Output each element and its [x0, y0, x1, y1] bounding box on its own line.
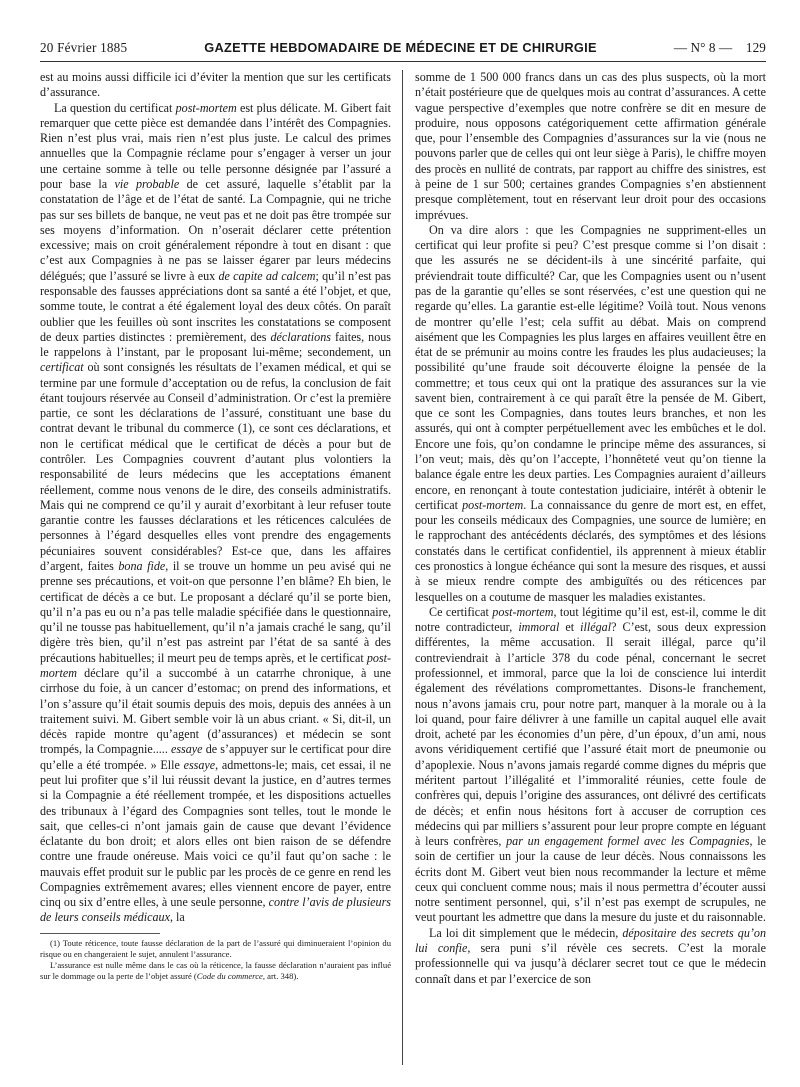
- italic-text: post-mortem: [462, 497, 524, 512]
- paragraph: [415, 70, 766, 223]
- italic-text: de capite ad calcem: [218, 268, 316, 283]
- italic-text: par un engagement formel avec les Compagnies: [506, 834, 750, 849]
- text-run: et: [559, 620, 581, 635]
- italic-text: certificat: [40, 360, 84, 375]
- italic-text: essaye: [183, 757, 216, 772]
- italic-text: déclarations: [270, 329, 331, 344]
- issue-number: — N° 8 —: [673, 40, 733, 55]
- italic-text: post-mortem: [40, 650, 392, 680]
- text-run: , admettons-le; mais, cet essai, il ne peut lui profiter que s’il lui réussit devant la justice, en d’autres termes si la Compagnie a été réellement trompée, et les dispositions actuelles des tribunaux à l’égard des Compagnies sont telles, tout le monde le sait, que celles-ci n’ont jamais gain de cause que devant l’évidence éclatante du bon droit; et alors elles ont bien raison de se défendre contre une fraude onéreuse. Mais voici ce qu’il faut qu’on sache : le mauvais effet produit sur le public par les procès de ce genre en rend les Compagnies extrêmement avares; elles viennent encore de payer, entre cinq ou six d’entre elles, à une seule personne,: [40, 757, 392, 910]
- text-run: où sont consignés les résultats de l’examen médical, et qui se termine par une formule d’acceptation ou de refus, la conclusion de fait étant toujours réservée au Conseil d’administration. Or c’est la première partie, ce sont les déclarations de l’assuré, constituant une base du contrat devant le tribunal du commerce (1), ce sont ces déclarations, et non le certificat médical que le certificat de décès a pour but de contrôler. Les Compagnies couvrent d’autant plus volontiers la responsabilité de leurs médecins que les acceptations émanent réellement, comme nous venons de le dire, des conseils administratifs. Mais qui ne comprend ce qu’il y aurait d’exorbitant à leur refuser toute garantie contre les fausses déclarations et les réticences calculées de personnes à l’égard desquelles elles vont prendre des engagements pécuniaires souvent considérables? Est-ce que, dans les affaires d’argent, faites: [40, 360, 392, 573]
- paragraph: [415, 223, 766, 605]
- left-column-text: [40, 70, 391, 926]
- text-run: , tout légitime qu’il est, est-il, comme le dit notre contradicteur,: [415, 604, 767, 635]
- italic-text: post-mortem: [492, 604, 554, 619]
- column-divider: [402, 70, 403, 1065]
- paragraph: [40, 70, 391, 101]
- article-columns: [40, 70, 766, 1065]
- text-run: L’assurance est nulle même dans le cas où la réticence, la fausse déclaration n’auraient pas influé sur le dommage ou la perte de l’objet assuré (: [40, 959, 392, 981]
- text-run: , la: [169, 910, 185, 925]
- text-run: déclare qu’il a succombé à un catarrhe chronique, à une cirrhose du foie, à un cancer d’estomac; on prend des informations, et l’on s’assure qu’il était soumis depuis des mois, depuis des années à un traitement suivi. M. Gibert semble voir là un abus criant. « Si, dit-il, un décès rapide montre qu’agent (d’assurances) et médecin se sont trompés, la Compagnie.....: [40, 665, 392, 757]
- text-run: , art. 348).: [262, 970, 299, 981]
- italic-text: bona fide: [118, 559, 166, 573]
- text-run: La loi dit simplement que le médecin,: [429, 925, 623, 940]
- page-number: 129: [745, 40, 766, 55]
- text-run: . La connaissance du genre de mort est, en effet, pour les conseils médicaux des Compagnies, une source de lumière; en le rapprochant des antécédents déclarés, des symptômes et des lésions constatés dans le certificat confidentiel, ils apprennent à mieux établir ces pronostics à longue échéance qui sont la mesure des risques, et aussi à se mieux rendre compte des ambiguïtés ou des réticences par lesquelles on a coutume de masquer les maladies existantes.: [415, 497, 767, 604]
- journal-title: GAZETTE HEBDOMADAIRE DE MÉDECINE ET DE CHIRURGIE: [204, 40, 597, 55]
- text-run: somme de 1 500 000 francs dans un cas des plus suspects, où la mort n’était postérieure que de quelques mois au contrat d’assurances. A cette vague perspective d’exemples que notre confrère se dit en mesure de produire, nous opposons catégoriquement cette affirmation générale que, pour l’ensemble des Compagnies d’assurances sur la vie (nous ne pouvons parler que de celles qui ont leur siège à Paris), le chiffre moyen des procès en nullité de contrats, par rapport au chiffre des sinistres, est à peine de 1 sur 500; certaines grandes Compagnies s’en abstiennent presque complètement, tout en réservant leur droit pour des occasions imprévues.: [415, 70, 767, 222]
- italic-text: vie probable: [114, 176, 180, 191]
- text-run: ? C’est, sous deux expression différentes, la même accusation. Il serait illégal, parce qu’il contreviendrait à l’article 378 du code pénal, concernant le secret professionnel, et immoral, parce que la loi de conscience lui interdit également des révélations compromettantes. Disons-le franchement, nous n’avons jamais cru, pour notre part, manquer à la morale ou à la loi quand, pour faire délivrer à une famille un capital auquel elle avait droit, acheté par les économies d’un père, d’un époux, d’un ami, nous avons véridiquement certifié que l’assuré était mort de pneumonie ou d’apoplexie. Nous n’avons jamais regardé comme dignes du mépris que méritent partout l’illégalité et l’immoralité réunies, cette foule de confrères qui, depuis l’origine des assurances, ont délivré des certificats de décès; et enfin nous hésitons fort à accuser de corruption ces médecins qui par milliers s’assurent pour leur propre compte en léguant à leurs confrères,: [415, 620, 767, 849]
- right-column: [415, 70, 766, 1065]
- text-run: , sera puni s’il révèle ces secrets. C’est la morale professionnelle qui va jusqu’à déclarer secret tout ce que le médecin connaît dans et par l’exercice de son: [415, 941, 767, 986]
- footnote: [40, 938, 391, 960]
- footnotes: [40, 938, 391, 982]
- text-run: est plus délicate. M. Gibert fait remarquer que cette pièce est demandée dans l’intérêt des Compagnies. Rien n’est plus vrai, mais rien n’est plus juste. Le calcul des primes annuelles que la Compagnie réclame pour s’engager à verser un jour une certaine somme à telle ou telle personne désignée par l’assuré a pour base la: [40, 100, 392, 191]
- left-column: [40, 70, 402, 1065]
- right-column-text: [415, 70, 766, 987]
- text-run: Ce certificat: [429, 604, 493, 619]
- text-run: ; qu’il n’est pas responsable des fausses appréciations dont sa santé a été l’objet, et que, somme toute, le contrat a été également loyal des deux côtés. On paraît oublier que les feuilles où sont inscrites les constatations se composent de deux parties distinctes : premièrement, des: [40, 268, 392, 344]
- italic-text: contre l’avis de plusieurs de leurs conseils médicaux: [40, 895, 392, 925]
- text-run: , le soin de certifier un jour la cause de leur décès. Nous connaissons les écrits dont M. Gibert veut bien nous recommander la lecture et même ceux qui concluent comme nous; mais il nous permettra d’écouter aussi notre sentiment personnel, qui, s’il n’est pas exempt de scrupules, ne veut pourtant les admettre que dans la mesure du juste et du raisonnable.: [415, 834, 767, 925]
- italic-text: essaye: [170, 742, 203, 757]
- text-run: faites, nous le rappelons à l’instant, par le proposant lui-même; secondement, un: [40, 329, 392, 360]
- paragraph: [415, 926, 766, 987]
- paragraph: [415, 605, 766, 926]
- italic-text: immoral: [518, 620, 560, 635]
- text-run: est au moins aussi difficile ici d’éviter la mention que sur les certificats d’assurance.: [40, 70, 392, 100]
- text-run: de s’appuyer sur le certificat pour dire qu’elle a été trompée. » Elle: [40, 742, 392, 772]
- italic-text: illégal: [580, 620, 612, 635]
- paragraph: [40, 101, 391, 926]
- footnote: [40, 960, 391, 982]
- running-header: [40, 40, 766, 62]
- text-run: (1) Toute réticence, toute fausse déclaration de la part de l’assuré qui diminueraient l’opinion du risque ou en changeraient le sujet, annulent l’assurance.: [40, 937, 392, 959]
- header-right: [674, 40, 766, 56]
- header-date: 20 Février 1885: [40, 40, 128, 55]
- text-run: de cet assuré, laquelle s’établit par la constatation de l’âge et de l’état de santé. La Compagnie, qui ne triche pas sur ses billets de banque, ne veut pas et ne doit pas être trompée sur ses moyens d’information. On n’oserait déclarer cette prétention excessive; mais on croit généralement répondre à tout en disant : que c’est aux Compagnies à ne pas se laisser égarer par leurs médecins délégués; que l’assuré se livre à eux: [40, 176, 392, 283]
- text-run: On va dire alors : que les Compagnies ne suppriment-elles un certificat qui leur profite si peu? C’est presque comme si l’on disait : que les assurés ne se décident-ils à une sincérité parfaite, qui préviendrait toute difficulté? Car, que les Compagnies usent ou n’usent pas de la garantie qu’elles se sont réservées, c’est une question qui ne regarde qu’elles. La garantie est-elle légitime? Voilà tout. Nous venons de montrer qu’elle l’est; cela suffit au débat. Mais on comprend aisément que les Compagnies les plus larges en affaires veuillent être en état de se prémunir au moins contre les fraudes les plus audacieuses; la possibilité qu’une fraude soit découverte éloigne la pensée de la commettre; et tous ceux qui ont la pratique des assurances sur la vie savent bien, contrairement à ce qui paraît être la pensée de M. Gibert, que ce sont les Compagnies, dans toutes leurs branches, et non les assurés, qui ont à compter perpétuellement avec les embûches et le dol. Encore une fois, qu’on condamne le principe même des assurances, si l’on veut; mais, dès qu’on l’accepte, l’honnêteté veut qu’on tienne la balance égale entre les deux parties. Les Compagnies auraient d’ailleurs encore, en renonçant à toute contestation judiciaire, intérêt à obtenir le certificat: [415, 222, 767, 512]
- text-run: La question du certificat: [54, 100, 176, 115]
- italic-text: Code du commerce: [196, 970, 263, 981]
- italic-text: post-mortem: [175, 100, 237, 115]
- italic-text: dépositaire des secrets qu’on lui confie: [415, 925, 767, 956]
- text-run: , il se trouve un homme un peu avisé qui ne prenne ses précautions, et voit-on que personne l’en blâme? Eh bien, le certificat de décès a ce but. Le proposant a déclaré qu’il se porte bien, qu’il n’a pas eu ou n’a pas telle maladie spécifiée dans le questionnaire, qu’il ne tousse pas habituellement, qu’il n’a jamais craché le sang, qu’il digère très bien, qu’il n’est pas astreint par l’état de sa santé à des précautions habituelles; il meurt peu de temps après, et le certificat: [40, 559, 392, 665]
